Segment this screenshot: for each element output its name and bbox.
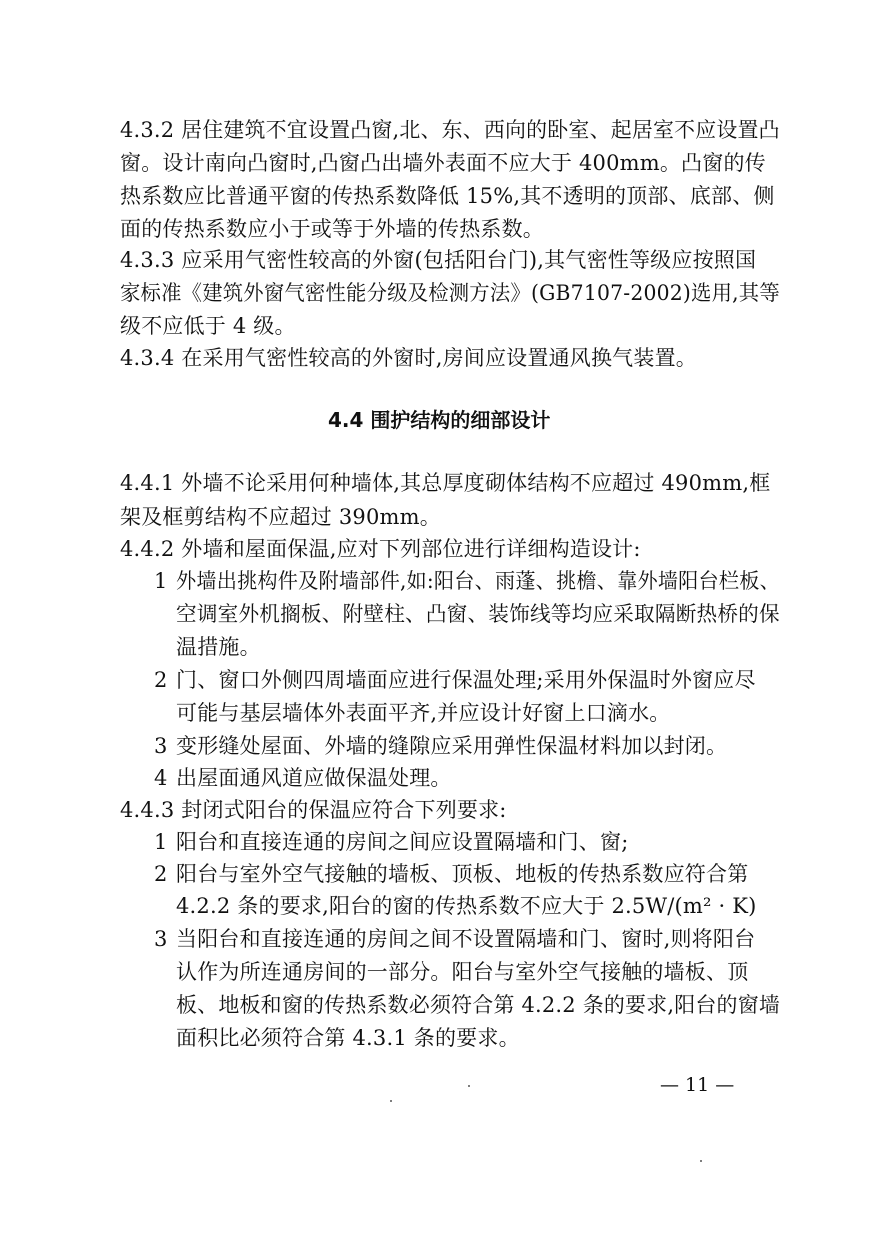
paragraph-4-4-3-line-1: 4.4.3 封闭式阳台的保温应符合下列要求: xyxy=(120,798,507,822)
list-item-number: 1 xyxy=(154,830,168,854)
list-item-number: 2 xyxy=(154,862,168,886)
paragraph-4-3-3-line-2: 家标准《建筑外窗气密性能分级及检测方法》(GB7107-2002)选用,其等 xyxy=(120,281,780,305)
scan-speck xyxy=(468,1085,470,1087)
paragraph-4-4-2-line-1: 4.4.2 外墙和屋面保温,应对下列部位进行详细构造设计: xyxy=(120,537,641,561)
list-item-number: 3 xyxy=(154,734,168,758)
paragraph-4-3-2-line-2: 窗。设计南向凸窗时,凸窗凸出墙外表面不应大于 400mm。凸窗的传 xyxy=(120,151,766,175)
list-item-4-4-3-3-line-1: 当阳台和直接连通的房间之间不设置隔墙和门、窗时,则将阳台 xyxy=(176,927,756,951)
list-item-4-4-3-3-line-4: 面积比必须符合第 4.3.1 条的要求。 xyxy=(176,1026,520,1050)
list-item-4-4-3-3-line-3: 板、地板和窗的传热系数必须符合第 4.2.2 条的要求,阳台的窗墙 xyxy=(176,993,781,1017)
paragraph-4-3-4-line-1: 4.3.4 在采用气密性较高的外窗时,房间应设置通风换气装置。 xyxy=(120,346,697,370)
section-heading-4-4: 4.4 围护结构的细部设计 xyxy=(328,408,551,432)
paragraph-4-4-1-line-1: 4.4.1 外墙不论采用何种墙体,其总厚度砌体结构不应超过 490mm,框 xyxy=(120,471,771,495)
paragraph-4-3-2-line-3: 热系数应比普通平窗的传热系数降低 15%,其不透明的顶部、底部、侧 xyxy=(120,184,775,208)
list-item-4-4-3-2-line-2: 4.2.2 条的要求,阳台的窗的传热系数不应大于 2.5W/(m² · K) xyxy=(176,894,757,918)
paragraph-4-4-1-line-2: 架及框剪结构不应超过 390mm。 xyxy=(120,505,441,529)
list-item-4-4-3-2-line-1: 阳台与室外空气接触的墙板、顶板、地板的传热系数应符合第 xyxy=(176,862,749,886)
list-item-4-4-2-2-line-2: 可能与基层墙体外表面平齐,并应设计好窗上口滴水。 xyxy=(176,701,671,725)
list-item-number: 4 xyxy=(154,766,168,790)
list-item-number: 1 xyxy=(154,569,168,593)
scan-speck xyxy=(700,1160,702,1162)
list-item-4-4-3-1-line-1: 阳台和直接连通的房间之间应设置隔墙和门、窗; xyxy=(176,830,629,854)
list-item-4-4-2-1-line-1: 外墙出挑构件及附墙部件,如:阳台、雨蓬、挑檐、靠外墙阳台栏板、 xyxy=(176,569,780,593)
list-item-number: 3 xyxy=(154,927,168,951)
paragraph-4-3-3-line-3: 级不应低于 4 级。 xyxy=(120,314,296,338)
list-item-4-4-2-2-line-1: 门、窗口外侧四周墙面应进行保温处理;采用外保温时外窗应尽 xyxy=(176,668,756,692)
paragraph-4-3-3-line-1: 4.3.3 应采用气密性较高的外窗(包括阳台门),其气密性等级应按照国 xyxy=(120,248,757,272)
paragraph-4-3-2-line-1: 4.3.2 居住建筑不宜设置凸窗,北、东、西向的卧室、起居室不应设置凸 xyxy=(120,118,780,142)
list-item-4-4-2-1-line-3: 温措施。 xyxy=(176,635,261,659)
page-number: — 11 — xyxy=(660,1074,735,1096)
list-item-4-4-2-3-line-1: 变形缝处屋面、外墙的缝隙应采用弹性保温材料加以封闭。 xyxy=(176,734,728,758)
paragraph-4-3-2-line-4: 面的传热系数应小于或等于外墙的传热系数。 xyxy=(120,217,544,241)
list-item-number: 2 xyxy=(154,668,168,692)
list-item-4-4-3-3-line-2: 认作为所连通房间的一部分。阳台与室外空气接触的墙板、顶 xyxy=(176,960,749,984)
list-item-4-4-2-4-line-1: 出屋面通风道应做保温处理。 xyxy=(176,766,452,790)
scan-speck xyxy=(390,1100,392,1102)
list-item-4-4-2-1-line-2: 空调室外机搁板、附壁柱、凸窗、装饰线等均应采取隔断热桥的保 xyxy=(176,602,780,626)
